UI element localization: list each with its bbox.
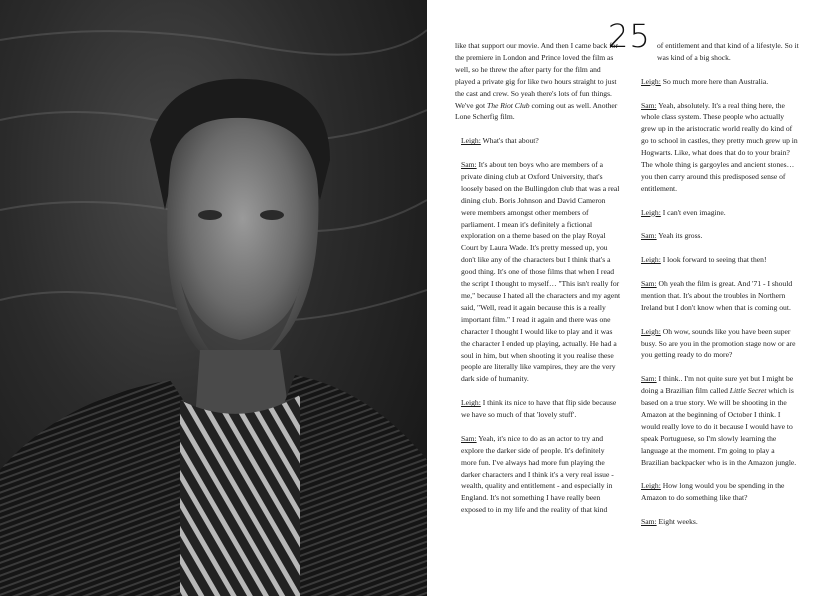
speaker-label: Sam: [461, 433, 477, 443]
page-number: 25 [608, 17, 651, 55]
paragraph [635, 480, 801, 504]
speaker-label: Leigh: [461, 136, 481, 146]
paragraph [455, 135, 621, 147]
paragraph-text: I think its nice to have that flip side because we have so much of that 'lovely stuff'. [461, 398, 617, 420]
paragraph-text: Yeah, absolutely. It's a real thing here, the whole class system. These people who actually grew up in the aristocratic world really do kind of go to school in castles, they pretty much grew up in Hogwarts. Like, what does that do to your brain? The whole thing is gargoyles and ancient stones… you then carry around this predisposed sense of entitlement. [641, 100, 798, 193]
speaker-label: Leigh: [641, 481, 661, 491]
speaker-label: Sam: [641, 231, 657, 241]
paragraph [635, 278, 801, 314]
speaker-label: Sam: [461, 160, 477, 170]
paragraph [635, 254, 801, 266]
paragraph-text: Oh wow, sounds like you have been super busy. So are you in the promotion stage now or are you getting ready to do more? [641, 326, 796, 360]
paragraph [635, 373, 801, 468]
article-column-left [455, 40, 621, 528]
speaker-label: Sam: [641, 100, 657, 110]
paragraph-text: So much more here than Australia. [660, 76, 769, 86]
speaker-label: Leigh: [641, 76, 661, 86]
paragraph-text: which is based on a true story. We will be shooting in the Amazon at the beginning of October I think. I would really love to do it because I would have to speak Portuguese, so I'm slowly learning the language at the moment. I'm going to play a Brazilian backpacker who is in the Amazon jungle. [641, 386, 797, 467]
speaker-label: Leigh: [641, 255, 661, 265]
paragraph-text: Yeah its gross. [656, 231, 703, 241]
paragraph-text: How long would you be spending in the Amazon to do something like that? [641, 481, 785, 503]
speaker-label: Leigh: [461, 398, 481, 408]
paragraph [635, 230, 801, 242]
paragraph [635, 40, 801, 64]
film-title: Little Secret [729, 386, 767, 396]
paragraph-text: What's that about? [480, 136, 539, 146]
paragraph-text: Oh yeah the film is great. And '71 - I should mention that. It's about the troubles in Northern Ireland but I don't know when that is coming out. [641, 279, 793, 312]
paragraph-text: I can't even imagine. [660, 207, 726, 217]
paragraph [635, 76, 801, 88]
article-column-right [635, 40, 801, 540]
paragraph [455, 159, 621, 385]
paragraph [635, 326, 801, 362]
speaker-label: Sam: [641, 517, 657, 527]
paragraph [455, 397, 621, 421]
paragraph-text: It's about ten boys who are members of a private dining club at Oxford University, that's loosely based on the Bullingdon club that was a real dining club. Boris Johnson and David Cameron were members amongst other members of parliament. I mean it's definitely a fictional exploration on a theme based on the play Royal Court by Laura Wade. It's pretty messed up, you don't like any of the characters but I think that's a good thing. It's one of those films that when I read the script I thought to myself… "This isn't really for me," because I hated all the characters and my agent said, "Well, read it again because this is a really important film." I read it again and there was one character I thought I would like to play and it was the character I ended up playing, actually. He had a soul in him, but when shooting it you realise these people are literally like vampires, they are the very dark side of humanity. [461, 160, 621, 384]
paragraph [455, 40, 621, 123]
paragraph-text: Eight weeks. [656, 517, 698, 527]
paragraph [635, 516, 801, 528]
speaker-label: Leigh: [641, 326, 661, 336]
paragraph-text: Yeah, it's nice to do as an actor to try and explore the darker side of people. It's definitely more fun. I've always had more fun playing the darker characters and I think it's a very real issue - wealth, quality and entitlement - and especially in England. It's not something I have really been exposed to in my life and the reality of that kind [461, 433, 614, 515]
paragraph [635, 207, 801, 219]
speaker-label: Sam: [641, 279, 657, 289]
paragraph-text: coming out as well. Another Lone Scherfig film. [455, 100, 618, 122]
paragraph-text: of entitlement and that kind of a lifestyle. So it was kind of a big shock. [657, 41, 799, 62]
paragraph-text: I look forward to seeing that then! [660, 255, 767, 265]
paragraph-text: like that support our movie. And then I came back for the premiere in London and Prince loved the film as well, so he threw the after party for the film and played a private gig for like two hours straight to just the cast and crew. So yeah there's lots of fun things. We've got [455, 41, 619, 110]
paragraph [635, 100, 801, 195]
speaker-label: Leigh: [641, 207, 661, 217]
paragraph [455, 433, 621, 516]
speaker-label: Sam: [641, 374, 657, 384]
paragraph-text: I think.. I'm not quite sure yet but I might be doing a Brazilian film called [641, 374, 794, 396]
film-title: The Riot Club [486, 100, 530, 110]
